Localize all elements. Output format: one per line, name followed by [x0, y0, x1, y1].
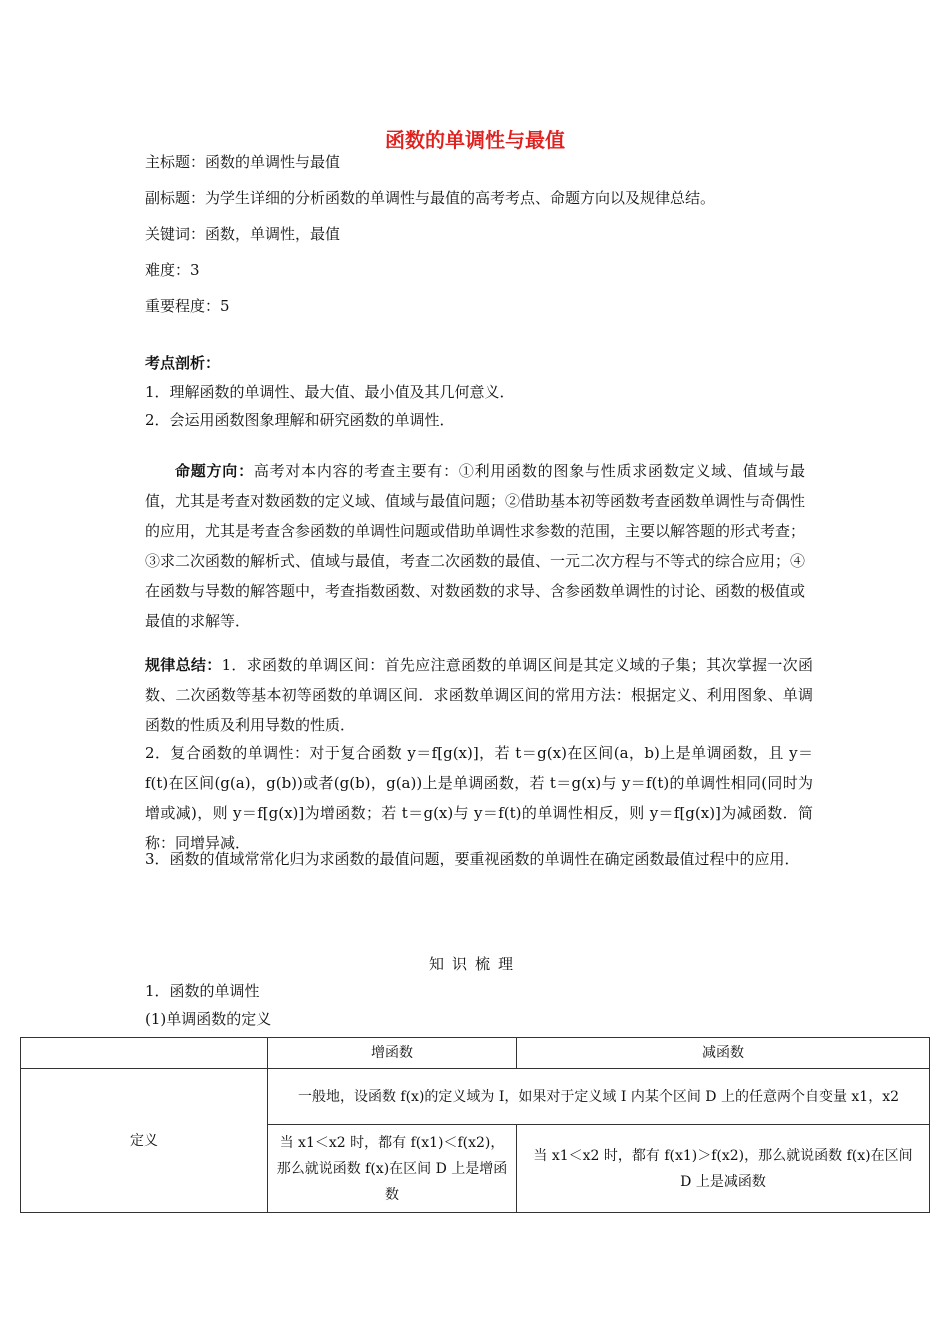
row-label-definition: 定义	[21, 1069, 268, 1213]
header-decreasing: 减函数	[517, 1038, 930, 1069]
rules-paragraph-3: 3．函数的值域常常化归为求函数的最值问题，要重视函数的单调性在确定函数最值过程中的应用．	[145, 850, 800, 868]
rules-label: 规律总结：	[145, 656, 222, 674]
knowledge-item-1: 1．函数的单调性	[145, 982, 260, 1000]
table-common-row	[21, 1069, 930, 1125]
importance-line: 重要程度：5	[145, 297, 230, 315]
table-header-row	[21, 1038, 930, 1069]
rules-paragraph-1	[145, 650, 813, 740]
difficulty-line: 难度：3	[145, 261, 200, 279]
common-definition-cell: 一般地，设函数 f(x)的定义域为 I，如果对于定义域 I 内某个区间 D 上的任意两个自变量 x1，x2	[268, 1069, 930, 1125]
header-increasing: 增函数	[268, 1038, 517, 1069]
analysis-item-1: 1．理解函数的单调性、最大值、最小值及其几何意义．	[145, 383, 515, 401]
main-title-line: 主标题：函数的单调性与最值	[145, 153, 341, 171]
decreasing-definition-cell: 当 x1＜x2 时，都有 f(x1)＞f(x2)，那么就说函数 f(x)在区间 D 上是减函数	[517, 1125, 930, 1213]
definition-table	[20, 1037, 930, 1213]
keywords-line: 关键词：函数，单调性，最值	[145, 225, 341, 243]
increasing-definition-cell: 当 x1＜x2 时，都有 f(x1)＜f(x2)，那么就说函数 f(x)在区间 D 上是增函数	[268, 1125, 517, 1213]
table-corner-cell	[21, 1038, 268, 1069]
analysis-item-2: 2．会运用函数图象理解和研究函数的单调性．	[145, 411, 455, 429]
direction-text: 高考对本内容的考查主要有：①利用函数的图象与性质求函数定义域、值域与最值，尤其是考查对数函数的定义域、值域与最值问题；②借助基本初等函数考查函数单调性与奇偶性的应用，尤其是考查含参函数的单调性问题或借助单调性求参数的范围，主要以解答题的形式考查；③求二次函数的解析式、值域与最值，考查二次函数的最值、一元二次方程与不等式的综合应用；④在函数与导数的解答题中，考查指数函数、对数函数的求导、含参函数单调性的讨论、函数的极值或最值的求解等．	[145, 462, 806, 630]
document-title: 函数的单调性与最值	[385, 128, 565, 152]
direction-paragraph	[145, 456, 805, 636]
subtitle-line: 副标题：为学生详细的分析函数的单调性与最值的高考考点、命题方向以及规律总结。	[145, 189, 716, 207]
direction-label: 命题方向：	[175, 462, 254, 480]
rules-paragraph-2: 2．复合函数的单调性：对于复合函数 y＝f[g(x)]，若 t＝g(x)在区间(a，b)上是单调函数，且 y＝f(t)在区间(g(a)，g(b))或者(g(b)，g(a))上是单调函数，若 t＝g(x)与 y＝f(t)的单调性相同(同时为增或减)，则 y＝f[g(x)]为增函数；若 t＝g(x)与 y＝f(t)的单调性相反，则 y＝f[g(x)]为减函数．简称：同增异减．	[145, 744, 813, 852]
knowledge-heading: 知识梳理	[428, 955, 521, 973]
rules-text-1: 1．求函数的单调区间：首先应注意函数的单调区间是其定义域的子集；其次掌握一次函数、二次函数等基本初等函数的单调区间．求函数单调区间的常用方法：根据定义、利用图象、单调函数的性质及利用导数的性质．	[145, 656, 813, 734]
knowledge-item-1-1: (1)单调函数的定义	[145, 1010, 272, 1028]
analysis-heading: 考点剖析：	[145, 354, 221, 372]
